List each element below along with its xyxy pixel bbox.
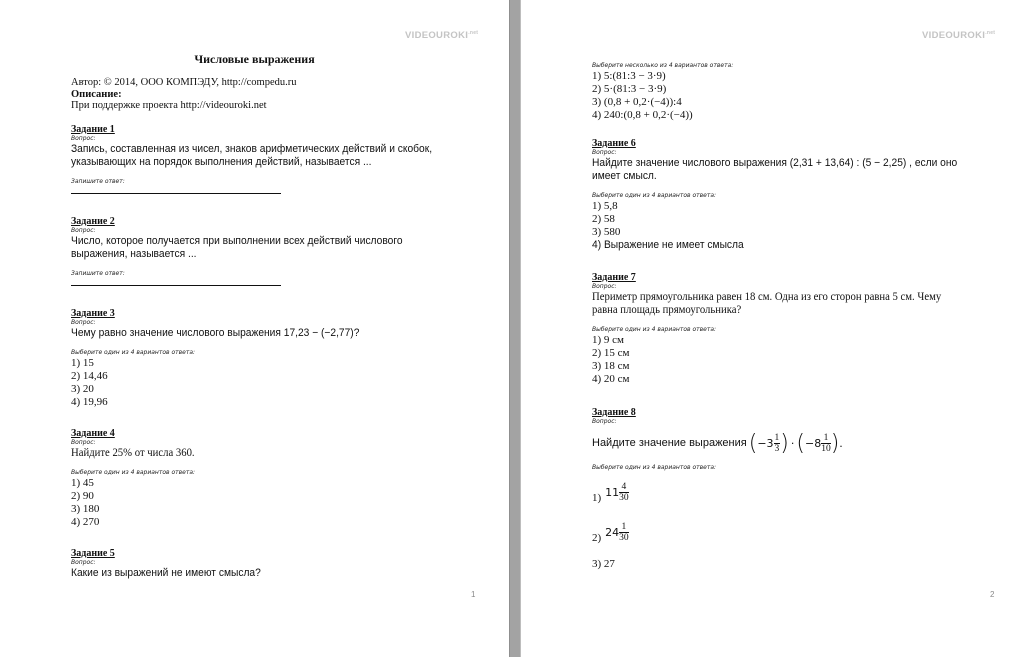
answer-option[interactable]: 4) 20 см — [592, 373, 630, 385]
answer-option[interactable]: 1) 5,8 — [592, 200, 618, 212]
question-line: выражения, называется ... — [71, 248, 197, 260]
answer-option[interactable]: 1) 45 — [71, 477, 94, 489]
choose-label: Выберите один из 4 вариантов ответа: — [592, 464, 717, 471]
task-title: Задание 5 — [71, 548, 115, 559]
answer-option[interactable]: 2) 15 см — [592, 347, 630, 359]
page-number: 1 — [471, 590, 476, 599]
task-5 — [71, 548, 491, 580]
choose-label: Выберите один из 4 вариантов ответа: — [592, 192, 717, 199]
videouroki-logo: $VIDEOUROKI^{.net}$ — [922, 30, 996, 42]
answer-option[interactable]: 3) (0,8 + 0,2·(−4)):4 — [592, 96, 682, 108]
answer-option[interactable]: 1) 15 — [71, 357, 94, 369]
task-title: Задание 7 — [592, 272, 636, 283]
answer-option[interactable]: 3) 180 — [71, 503, 100, 515]
fraction: $\frac{1}{3}$ — [774, 432, 780, 454]
answer-option[interactable]: 1) 9 см — [592, 334, 625, 346]
support-text: При поддержке проекта http://videouroki.net — [71, 100, 267, 111]
question-line: Найдите 25% от числа 360. — [71, 447, 195, 459]
question-line: Число, которое получается при выполнении всех действий числового — [71, 235, 403, 247]
choose-label: Выберите один из 4 вариантов ответа: — [71, 349, 196, 356]
answer-option[interactable]: 2) 14,46 — [71, 370, 108, 382]
answer-option[interactable]: 2) 24 $\frac{1}{30}$ — [592, 521, 629, 544]
task-5-options — [592, 62, 1012, 122]
question-label: Вопрос: — [71, 319, 96, 326]
answer-option[interactable]: 3) 18 см — [592, 360, 630, 372]
document-title: Числовые выражения — [194, 52, 315, 66]
answer-option[interactable]: 3) 580 — [592, 226, 621, 238]
task-1 — [71, 124, 491, 194]
question-label: Вопрос: — [71, 559, 96, 566]
task-8 — [592, 407, 1012, 571]
page-2 — [521, 0, 1030, 657]
task-title: Задание 1 — [71, 124, 115, 135]
page-number: 2 — [990, 590, 995, 599]
fraction: $\frac{4}{30}$ — [619, 481, 629, 503]
answer-option[interactable]: 1) 5:(81:3 − 3·9) — [592, 70, 666, 82]
page-divider — [509, 0, 521, 657]
fraction: $\frac{1}{30}$ — [619, 521, 629, 543]
task-title: Задание 6 — [592, 138, 636, 149]
question-label: Вопрос: — [592, 149, 617, 156]
fraction: $\frac{1}{10}$ — [821, 432, 831, 454]
question-text: Найдите значение выражения — [592, 436, 747, 449]
task-6 — [592, 138, 1012, 252]
choose-label: Выберите один из 4 вариантов ответа: — [592, 326, 717, 333]
answer-label: Запишите ответ: — [71, 270, 125, 277]
task-title: Задание 2 — [71, 216, 115, 227]
answer-option[interactable]: 4) 240:(0,8 + 0,2·(−4)) — [592, 109, 693, 121]
description-label: Описание: — [71, 88, 122, 100]
answer-option[interactable]: 4) 19,96 — [71, 396, 108, 408]
author-label: Автор: — [71, 77, 102, 88]
answer-input-line[interactable] — [71, 186, 281, 194]
question-line: Чему равно значение числового выражения 17,23 − (−2,77)? — [71, 327, 360, 339]
question-line: Запись, составленная из чисел, знаков арифметических действий и скобок, — [71, 143, 433, 155]
task-title: Задание 8 — [592, 407, 636, 418]
task-title: Задание 3 — [71, 308, 115, 319]
page-1 — [0, 0, 509, 657]
question-label: Вопрос: — [71, 227, 96, 234]
question-line: Найдите значение числового выражения (2,31 + 13,64) : (5 − 2,25) , если оно — [592, 157, 958, 169]
question-expression: Найдите значение выражения ( −3 $\frac{1}{3}$ ) · ( −8 $\frac{1}{10}$ ) . — [592, 430, 843, 456]
question-line: имеет смысл. — [592, 170, 657, 182]
answer-option[interactable]: 2) 5·(81:3 − 3·9) — [592, 83, 667, 95]
question-line: Какие из выражений не имеют смысла? — [71, 567, 261, 579]
task-4 — [71, 428, 491, 529]
author-value: © 2014, ООО КОМПЭДУ, http://compedu.ru — [103, 77, 297, 88]
question-label: Вопрос: — [71, 135, 96, 142]
choose-label: Выберите несколько из 4 вариантов ответа: — [592, 62, 734, 69]
question-line: равна площадь прямоугольника? — [592, 304, 742, 316]
task-title: Задание 4 — [71, 428, 115, 439]
question-line: Периметр прямоугольника равен 18 см. Одна из его сторон равна 5 см. Чему — [592, 291, 942, 303]
choose-label: Выберите один из 4 вариантов ответа: — [71, 469, 196, 476]
answer-input-line[interactable] — [71, 278, 281, 286]
answer-option[interactable]: 2) 58 — [592, 213, 615, 225]
question-line: указывающих на порядок выполнения действий, называется ... — [71, 156, 372, 168]
task-3 — [71, 308, 491, 409]
answer-option[interactable]: 3) 20 — [71, 383, 94, 395]
answer-option[interactable]: 1) 11 $\frac{4}{30}$ — [592, 481, 629, 504]
question-label: Вопрос: — [592, 283, 617, 290]
answer-option[interactable]: 3) 27 — [592, 558, 615, 570]
document-meta — [71, 77, 297, 112]
answer-option[interactable]: 4) 270 — [71, 516, 100, 528]
question-label: Вопрос: — [71, 439, 96, 446]
question-label: Вопрос: — [592, 418, 617, 425]
task-7 — [592, 272, 1012, 386]
task-2 — [71, 216, 491, 286]
answer-option[interactable]: 4) Выражение не имеет смысла — [592, 239, 744, 251]
answer-option[interactable]: 2) 90 — [71, 490, 94, 502]
answer-label: Запишите ответ: — [71, 178, 125, 185]
videouroki-logo: $VIDEOUROKI^{.net}$ — [405, 30, 479, 42]
